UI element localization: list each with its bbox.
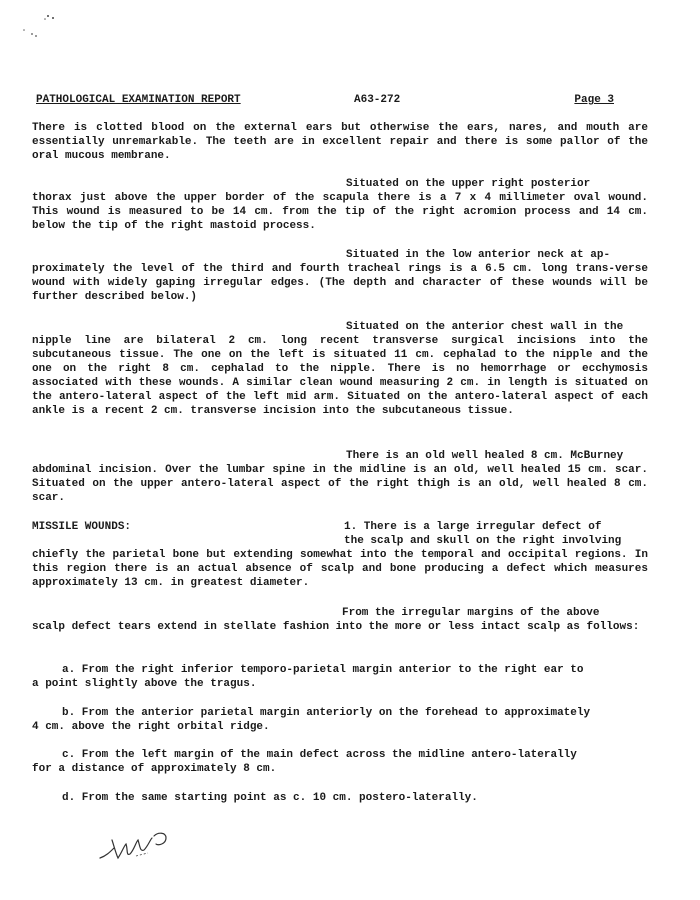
paragraph-chest: nipple line are bilateral 2 cm. long recent transverse surgical incisions into the subcutaneous tissue. The one on the left is situated 11 cm. cephalad to the nipple and the one on the right 8 cm. cephalad to the nipple. There is no hemorrhage or ecchymosis associated with these wounds. A similar clean wound measuring 2 cm. in length is situated on the antero-lateral aspect of the left mid arm. Situated on the antero-lateral aspect of each ankle is a recent 2 cm. transverse incision into the subcutaneous tissue. [32,335,648,417]
list-item-b: b. From the anterior parietal margin anteriorly on the forehead to approximately [62,707,591,719]
report-header [36,93,614,107]
paragraph-thorax: thorax just above the upper border of the scapula there is a 7 x 4 millimeter oval wound. This wound is measured to be 14 cm. from the tip of the right acromion process and 14 cm. below the tip of the right mastoid process. [32,192,648,232]
paragraph-abdomen-lead: There is an old well healed 8 cm. McBurney [346,450,624,462]
list-item-b-cont: 4 cm. above the right orbital ridge. [32,721,270,733]
list-item-a-cont: a point slightly above the tragus. [32,678,257,690]
paragraph-thorax-lead: Situated on the upper right posterior [346,178,591,190]
paragraph-margins-lead: From the irregular margins of the above [342,607,600,619]
paragraph-missile: chiefly the parietal bone but extending somewhat into the temporal and occipital regions. In this region there is an actual absence of scalp and bone producing a defect which measures approximately 13 cm. in greatest diameter. [32,549,648,589]
case-number: A63-272 [354,94,401,106]
paragraph-ears: There is clotted blood on the external ears but otherwise the ears, nares, and mouth are essentially unremarkable. The teeth are in excellent repair and there is some pallor of the oral mucous membrane. [32,122,648,162]
list-item-c: c. From the left margin of the main defect across the midline antero-laterally [62,749,577,761]
paragraph-missile-lead: 1. There is a large irregular defect of [344,521,602,533]
scan-specks [20,10,60,50]
paragraph-abdomen: abdominal incision. Over the lumbar spine in the midline is an old, well healed 15 cm. scar. Situated on the upper antero-lateral aspect of the right thigh is an old, well healed 8 cm. scar. [32,464,648,504]
list-item-d: d. From the same starting point as c. 10 cm. postero-laterally. [62,792,478,804]
missile-wounds-heading: MISSILE WOUNDS: [32,521,132,533]
page-number: Page 3 [574,94,614,106]
list-item-a: a. From the right inferior temporo-parietal margin anterior to the right ear to [62,664,584,676]
report-title: PATHOLOGICAL EXAMINATION REPORT [36,94,241,106]
handwritten-initials [96,822,192,866]
paragraph-chest-lead: Situated on the anterior chest wall in the [346,321,624,333]
paragraph-missile-lead-2: the scalp and skull on the right involving [344,535,622,547]
paragraph-neck-lead: Situated in the low anterior neck at ap- [346,249,611,261]
paragraph-margins: scalp defect tears extend in stellate fashion into the more or less intact scalp as follows: [32,621,640,633]
list-item-c-cont: for a distance of approximately 8 cm. [32,763,277,775]
paragraph-neck: proximately the level of the third and fourth tracheal rings is a 6.5 cm. long trans-verse wound with widely gaping irregular edges. (The depth and character of these wounds will be further described below.) [32,263,648,303]
